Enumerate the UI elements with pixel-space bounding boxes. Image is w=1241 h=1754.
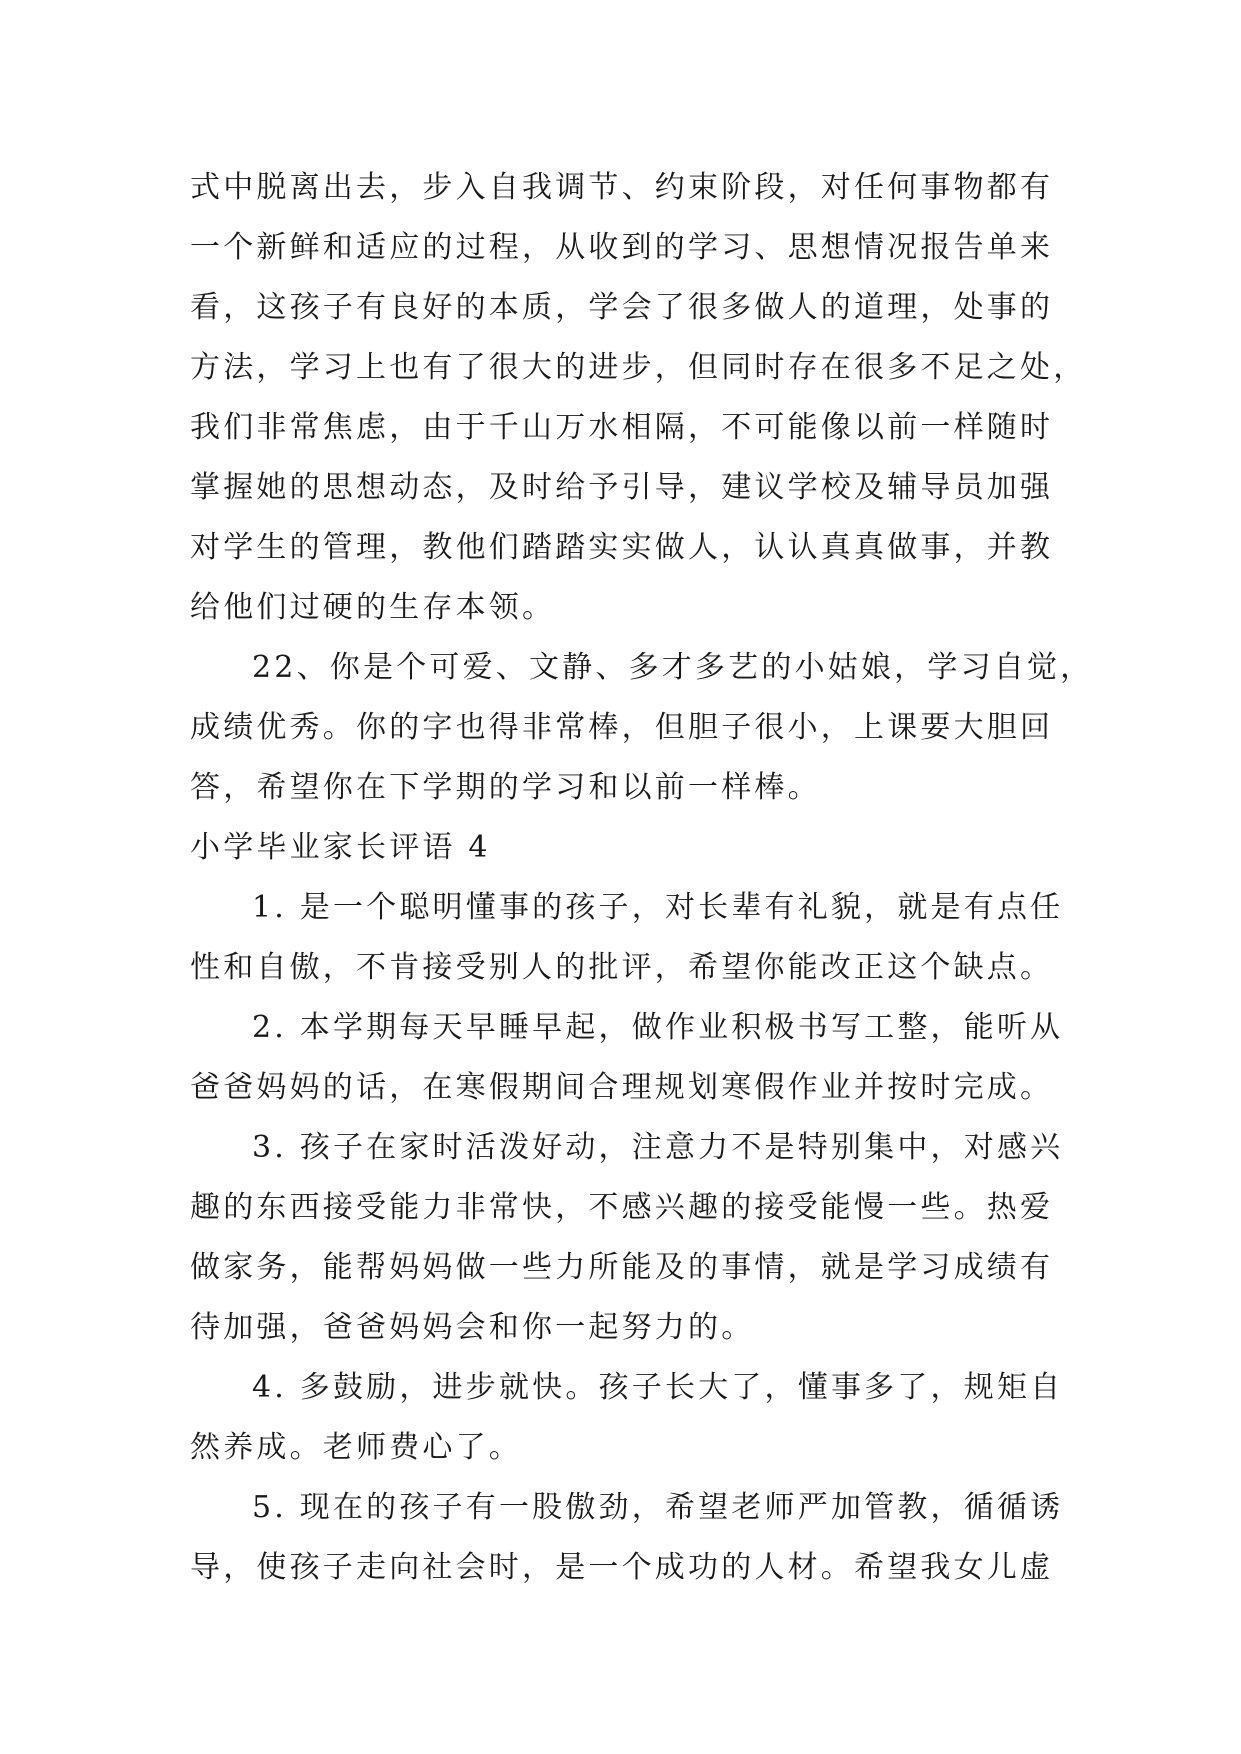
body-line: 我们非常焦虑，由于千山万水相隔，不可能像以前一样随时 (190, 410, 1054, 445)
body-line: 然养成。老师费心了。 (190, 1430, 522, 1465)
paragraph-start-line: 4. 多鼓励，进步就快。孩子长大了，懂事多了，规矩自 (252, 1370, 1064, 1405)
body-line: 导，使孩子走向社会时，是一个成功的人材。希望我女儿虚 (190, 1550, 1054, 1585)
paragraph-start-line: 22、你是个可爱、文静、多才多艺的小姑娘，学习自觉， (252, 650, 1094, 685)
body-line: 掌握她的思想动态，及时给予引导，建议学校及辅导员加强 (190, 470, 1054, 505)
body-line: 式中脱离出去，步入自我调节、约束阶段，对任何事物都有 (190, 170, 1054, 205)
body-line: 性和自傲，不肯接受别人的批评，希望你能改正这个缺点。 (190, 950, 1054, 985)
paragraph-start-line: 1. 是一个聪明懂事的孩子，对长辈有礼貌，就是有点任 (252, 890, 1064, 925)
body-line: 对学生的管理，教他们踏踏实实做人，认认真真做事，并教 (190, 530, 1054, 565)
body-line: 答，希望你在下学期的学习和以前一样棒。 (190, 770, 821, 805)
section-heading: 小学毕业家长评语 4 (190, 830, 491, 865)
body-line: 一个新鲜和适应的过程，从收到的学习、思想情况报告单来 (190, 230, 1054, 265)
body-line: 看，这孩子有良好的本质，学会了很多做人的道理，处事的 (190, 290, 1054, 325)
body-line: 给他们过硬的生存本领。 (190, 590, 556, 625)
paragraph-start-line: 5. 现在的孩子有一股傲劲，希望老师严加管教，循循诱 (252, 1490, 1064, 1525)
body-line: 方法，学习上也有了很大的进步，但同时存在很多不足之处， (190, 350, 1087, 385)
paragraph-start-line: 2. 本学期每天早睡早起，做作业积极书写工整，能听从 (252, 1010, 1064, 1045)
body-line: 趣的东西接受能力非常快，不感兴趣的接受能慢一些。热爱 (190, 1190, 1054, 1225)
paragraph-start-line: 3. 孩子在家时活泼好动，注意力不是特别集中，对感兴 (252, 1130, 1064, 1165)
body-line: 成绩优秀。你的字也得非常棒，但胆子很小，上课要大胆回 (190, 710, 1054, 745)
body-line: 待加强，爸爸妈妈会和你一起努力的。 (190, 1310, 755, 1345)
body-line: 爸爸妈妈的话，在寒假期间合理规划寒假作业并按时完成。 (190, 1070, 1054, 1105)
body-line: 做家务，能帮妈妈做一些力所能及的事情，就是学习成绩有 (190, 1250, 1054, 1285)
